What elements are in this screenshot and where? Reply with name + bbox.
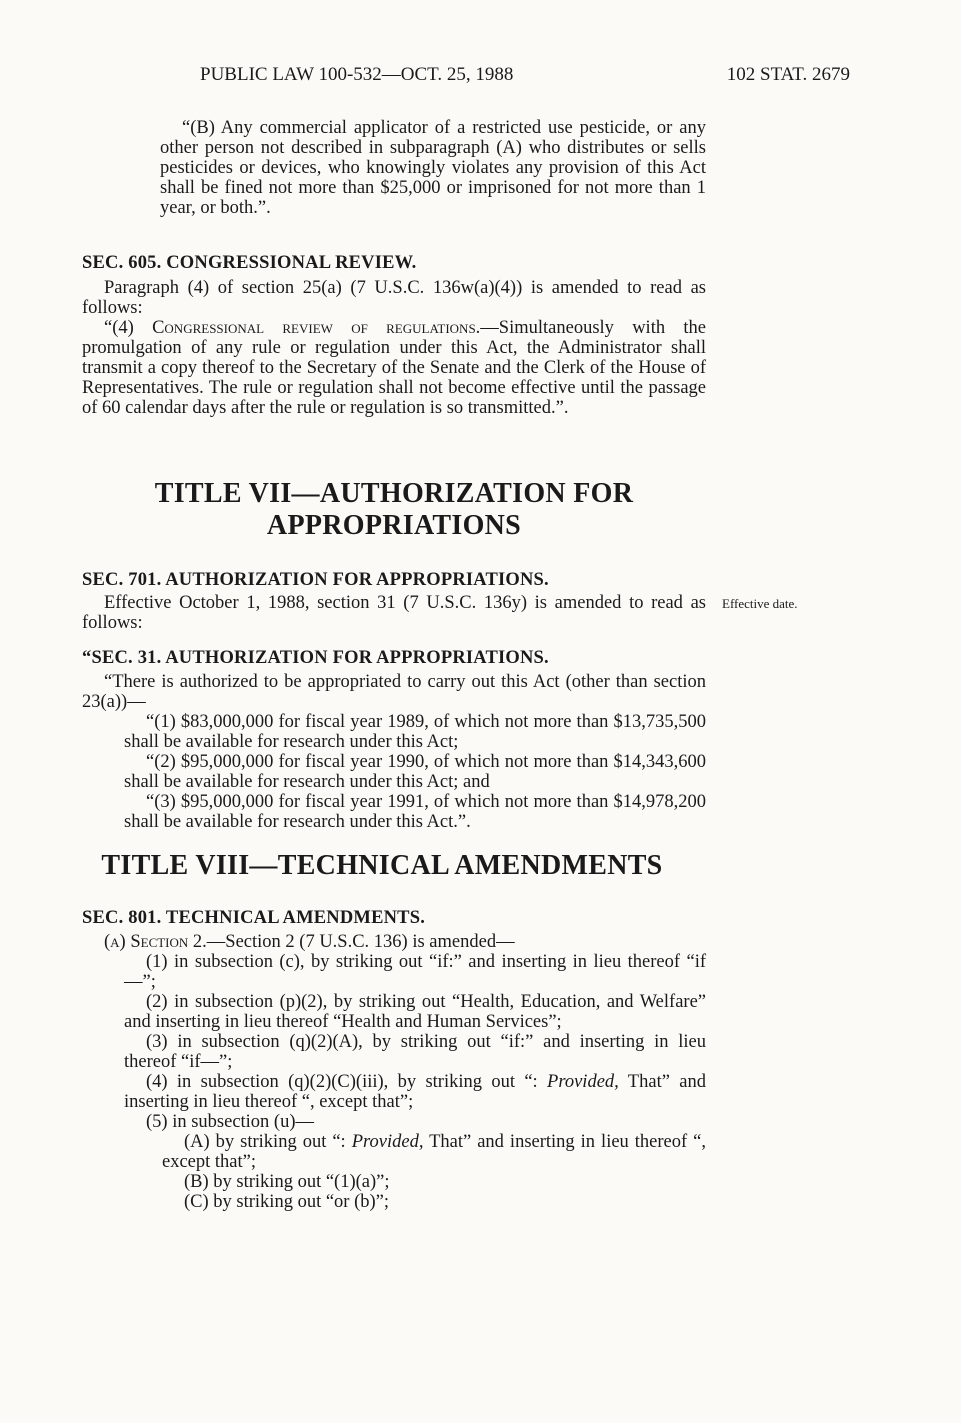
amendment-4: (4) in subsection (q)(2)(C)(iii), by striking out “: Provided, That” and inserting in lieu thereof “, except that”; (124, 1072, 706, 1112)
amendment-5-C: (C) by striking out “or (b)”; (184, 1192, 389, 1212)
sec801-heading: SEC. 801. TECHNICAL AMENDMENTS. (82, 908, 426, 928)
amendment-1: (1) in subsection (c), by striking out “if:” and inserting in lieu thereof “if—”; (124, 952, 706, 992)
amendment-5-A: (A) by striking out “: Provided, That” and inserting in lieu thereof “, except that”; (162, 1132, 706, 1172)
page-header (80, 64, 850, 94)
amendment-5: (5) in subsection (u)— (146, 1112, 315, 1132)
sec605-body: Paragraph (4) of section 25(a) (7 U.S.C. 136w(a)(4)) is amended to read as follows: “(4) Congressional review of regulations.—Simultaneously with the promulgation of any rule or regulation under this Act, the Administrator shall transmit a copy thereof to the Secretary of the Senate and the Clerk of the House of Representatives. The rule or regulation shall not become effective until the passage of 60 calendar days after the rule or regulation is so transmitted.”. (82, 278, 706, 418)
margin-note-effective-date: Effective date. (722, 596, 798, 611)
sec605-heading: SEC. 605. CONGRESSIONAL REVIEW. (82, 253, 417, 273)
sec31-heading: “SEC. 31. AUTHORIZATION FOR APPROPRIATIONS. (82, 648, 549, 668)
paragraph-4-lead: “(4) Congressional review of regulations. (104, 318, 481, 338)
paragraph-b: “(B) Any commercial applicator of a restricted use pesticide, or any other person not described in subparagraph (A) who distributes or sells pesticides or devices, who knowingly violates any provision of this Act shall be fined not more than $25,000 or imprisoned for not more than 1 year, or both.”. (160, 118, 706, 218)
title-7: TITLE VII—AUTHORIZATION FOR APPROPRIATIONS (154, 478, 634, 541)
appropriation-item-3: “(3) $95,000,000 for fiscal year 1991, of which not more than $14,978,200 shall be available for research under this Act.”. (124, 792, 706, 832)
title-8: TITLE VIII—TECHNICAL AMENDMENTS (101, 850, 663, 881)
header-stat: 102 STAT. 2679 (726, 64, 850, 85)
sec701-intro: Effective October 1, 1988, section 31 (7 U.S.C. 136y) is amended to read as follows: (82, 593, 706, 633)
appropriation-item-2: “(2) $95,000,000 for fiscal year 1990, of which not more than $14,343,600 shall be available for research under this Act; and (124, 752, 706, 792)
amendment-2: (2) in subsection (p)(2), by striking out “Health, Education, and Welfare” and inserting in lieu thereof “Health and Human Services”; (124, 992, 706, 1032)
sec701-heading: SEC. 701. AUTHORIZATION FOR APPROPRIATIONS. (82, 570, 549, 590)
amendment-5-B: (B) by striking out “(1)(a)”; (184, 1172, 390, 1192)
sec31-body: “There is authorized to be appropriated to carry out this Act (other than section 23(a))— “(1) $83,000,000 for fiscal year 1989, of which not more than $13,735,500 shall be available for research under this Act; “(2) $95,000,000 for fiscal year 1990, of which not more than $14,343,600 shall be available for research under this Act; and “(3) $95,000,000 for fiscal year 1991, of which not more than $14,978,200 shall be available for research under this Act.”. (82, 672, 706, 832)
sec801-body (82, 932, 706, 1212)
amendment-3: (3) in subsection (q)(2)(A), by striking out “if:” and inserting in lieu thereof “if—”; (124, 1032, 706, 1072)
header-title: PUBLIC LAW 100-532—OCT. 25, 1988 (200, 64, 514, 85)
appropriation-item-1: “(1) $83,000,000 for fiscal year 1989, of which not more than $13,735,500 shall be available for research under this Act; (124, 712, 706, 752)
subsection-a: (a) Section 2.—Section 2 (7 U.S.C. 136) is amended— (104, 932, 515, 952)
paragraph-4-body: —Simultaneously with the promulgation of any rule or regulation under this Act, the Administrator shall transmit a copy thereof to the Secretary of the Senate and the Clerk of the House of Representatives. The rule or regulation shall not become effective until the passage of 60 calendar days after the rule or regulation is so transmitted.”. (82, 318, 706, 418)
